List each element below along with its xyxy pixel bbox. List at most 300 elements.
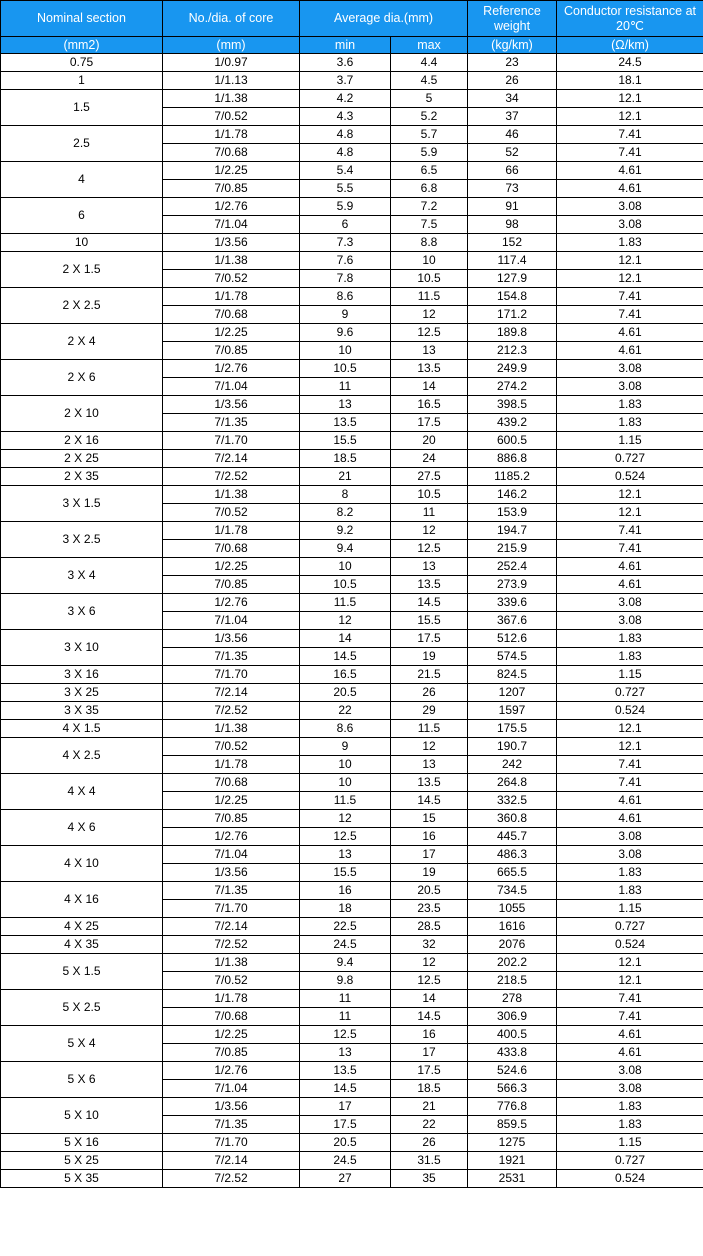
core-cell: 7/0.68: [163, 144, 300, 162]
nominal-section-cell: 6: [1, 198, 163, 234]
resistance-cell: 12.1: [557, 252, 703, 270]
table-header: [1, 1, 703, 54]
min-dia-cell: 7.3: [300, 234, 391, 252]
max-dia-cell: 5.7: [391, 126, 468, 144]
reference-weight-cell: 249.9: [468, 360, 557, 378]
table-row: [1, 954, 703, 972]
core-cell: 7/0.52: [163, 504, 300, 522]
nominal-section-cell: 3 X 4: [1, 558, 163, 594]
resistance-cell: 3.08: [557, 216, 703, 234]
resistance-cell: 12.1: [557, 504, 703, 522]
min-dia-cell: 17.5: [300, 1116, 391, 1134]
max-dia-cell: 28.5: [391, 918, 468, 936]
reference-weight-cell: 776.8: [468, 1098, 557, 1116]
core-cell: 7/1.04: [163, 846, 300, 864]
reference-weight-cell: 278: [468, 990, 557, 1008]
table-row: [1, 198, 703, 216]
min-dia-cell: 11: [300, 1008, 391, 1026]
max-dia-cell: 12: [391, 738, 468, 756]
resistance-cell: 4.61: [557, 180, 703, 198]
resistance-cell: 1.83: [557, 648, 703, 666]
reference-weight-cell: 859.5: [468, 1116, 557, 1134]
max-dia-cell: 12: [391, 306, 468, 324]
core-cell: 1/1.38: [163, 720, 300, 738]
core-cell: 7/2.52: [163, 468, 300, 486]
max-dia-cell: 8.8: [391, 234, 468, 252]
resistance-cell: 0.524: [557, 702, 703, 720]
resistance-cell: 0.524: [557, 1170, 703, 1188]
reference-weight-cell: 242: [468, 756, 557, 774]
resistance-cell: 3.08: [557, 1080, 703, 1098]
resistance-cell: 7.41: [557, 990, 703, 1008]
nominal-section-cell: 3 X 1.5: [1, 486, 163, 522]
min-dia-cell: 5.9: [300, 198, 391, 216]
min-dia-cell: 12: [300, 810, 391, 828]
max-dia-cell: 26: [391, 1134, 468, 1152]
core-cell: 7/2.14: [163, 918, 300, 936]
max-dia-cell: 14.5: [391, 594, 468, 612]
max-dia-cell: 13: [391, 756, 468, 774]
min-dia-cell: 20.5: [300, 684, 391, 702]
min-dia-cell: 9: [300, 738, 391, 756]
min-dia-cell: 16.5: [300, 666, 391, 684]
min-dia-cell: 12.5: [300, 1026, 391, 1044]
unit-max: max: [391, 37, 468, 54]
core-cell: 1/3.56: [163, 864, 300, 882]
nominal-section-cell: 4 X 25: [1, 918, 163, 936]
min-dia-cell: 14.5: [300, 1080, 391, 1098]
resistance-cell: 12.1: [557, 738, 703, 756]
reference-weight-cell: 566.3: [468, 1080, 557, 1098]
resistance-cell: 1.83: [557, 396, 703, 414]
nominal-section-cell: 4 X 6: [1, 810, 163, 846]
core-cell: 7/1.04: [163, 1080, 300, 1098]
nominal-section-cell: 10: [1, 234, 163, 252]
resistance-cell: 4.61: [557, 1044, 703, 1062]
core-cell: 1/1.38: [163, 954, 300, 972]
resistance-cell: 4.61: [557, 558, 703, 576]
resistance-cell: 0.727: [557, 450, 703, 468]
max-dia-cell: 6.5: [391, 162, 468, 180]
reference-weight-cell: 175.5: [468, 720, 557, 738]
table-row: [1, 720, 703, 738]
header-nominal-section: Nominal section: [1, 1, 163, 37]
max-dia-cell: 7.5: [391, 216, 468, 234]
table-row: [1, 234, 703, 252]
resistance-cell: 3.08: [557, 828, 703, 846]
table-row: [1, 396, 703, 414]
max-dia-cell: 5.9: [391, 144, 468, 162]
reference-weight-cell: 2531: [468, 1170, 557, 1188]
core-cell: 7/2.14: [163, 684, 300, 702]
core-cell: 7/2.52: [163, 936, 300, 954]
core-cell: 7/1.04: [163, 216, 300, 234]
core-cell: 7/2.52: [163, 702, 300, 720]
nominal-section-cell: 2.5: [1, 126, 163, 162]
reference-weight-cell: 73: [468, 180, 557, 198]
resistance-cell: 1.15: [557, 1134, 703, 1152]
resistance-cell: 1.83: [557, 864, 703, 882]
min-dia-cell: 3.6: [300, 54, 391, 72]
reference-weight-cell: 524.6: [468, 1062, 557, 1080]
reference-weight-cell: 190.7: [468, 738, 557, 756]
core-cell: 7/0.85: [163, 576, 300, 594]
core-cell: 1/1.78: [163, 522, 300, 540]
resistance-cell: 3.08: [557, 594, 703, 612]
min-dia-cell: 11.5: [300, 594, 391, 612]
reference-weight-cell: 274.2: [468, 378, 557, 396]
nominal-section-cell: 5 X 6: [1, 1062, 163, 1098]
resistance-cell: 1.83: [557, 882, 703, 900]
reference-weight-cell: 486.3: [468, 846, 557, 864]
max-dia-cell: 20: [391, 432, 468, 450]
table-row: [1, 1152, 703, 1170]
resistance-cell: 4.61: [557, 810, 703, 828]
nominal-section-cell: 4 X 35: [1, 936, 163, 954]
resistance-cell: 1.83: [557, 630, 703, 648]
core-cell: 7/1.04: [163, 378, 300, 396]
reference-weight-cell: 1275: [468, 1134, 557, 1152]
core-cell: 1/1.78: [163, 990, 300, 1008]
core-cell: 7/0.52: [163, 108, 300, 126]
table-row: [1, 684, 703, 702]
resistance-cell: 1.83: [557, 414, 703, 432]
min-dia-cell: 9.4: [300, 954, 391, 972]
core-cell: 1/2.76: [163, 828, 300, 846]
reference-weight-cell: 52: [468, 144, 557, 162]
table-row: [1, 702, 703, 720]
table-row: [1, 252, 703, 270]
reference-weight-cell: 306.9: [468, 1008, 557, 1026]
min-dia-cell: 3.7: [300, 72, 391, 90]
nominal-section-cell: 4 X 1.5: [1, 720, 163, 738]
min-dia-cell: 10.5: [300, 360, 391, 378]
resistance-cell: 3.08: [557, 846, 703, 864]
min-dia-cell: 13: [300, 1044, 391, 1062]
core-cell: 7/1.70: [163, 432, 300, 450]
table-row: [1, 1134, 703, 1152]
core-cell: 1/2.25: [163, 162, 300, 180]
reference-weight-cell: 734.5: [468, 882, 557, 900]
core-cell: 1/1.78: [163, 288, 300, 306]
units-row: [1, 37, 703, 54]
max-dia-cell: 16.5: [391, 396, 468, 414]
table-row: [1, 126, 703, 144]
min-dia-cell: 4.8: [300, 126, 391, 144]
table-row: [1, 486, 703, 504]
header-row: [1, 1, 703, 37]
min-dia-cell: 14.5: [300, 648, 391, 666]
reference-weight-cell: 264.8: [468, 774, 557, 792]
reference-weight-cell: 146.2: [468, 486, 557, 504]
core-cell: 1/3.56: [163, 234, 300, 252]
reference-weight-cell: 26: [468, 72, 557, 90]
max-dia-cell: 12.5: [391, 972, 468, 990]
header-average-dia: Average dia.(mm): [300, 1, 468, 37]
core-cell: 7/0.85: [163, 342, 300, 360]
table-row: [1, 936, 703, 954]
resistance-cell: 12.1: [557, 954, 703, 972]
max-dia-cell: 14: [391, 378, 468, 396]
nominal-section-cell: 2 X 10: [1, 396, 163, 432]
min-dia-cell: 4.2: [300, 90, 391, 108]
reference-weight-cell: 1921: [468, 1152, 557, 1170]
reference-weight-cell: 117.4: [468, 252, 557, 270]
max-dia-cell: 26: [391, 684, 468, 702]
max-dia-cell: 13.5: [391, 774, 468, 792]
max-dia-cell: 14.5: [391, 792, 468, 810]
nominal-section-cell: 4 X 10: [1, 846, 163, 882]
resistance-cell: 1.83: [557, 1098, 703, 1116]
max-dia-cell: 12.5: [391, 324, 468, 342]
table-row: [1, 882, 703, 900]
resistance-cell: 7.41: [557, 1008, 703, 1026]
reference-weight-cell: 574.5: [468, 648, 557, 666]
resistance-cell: 7.41: [557, 774, 703, 792]
resistance-cell: 1.15: [557, 900, 703, 918]
max-dia-cell: 4.4: [391, 54, 468, 72]
min-dia-cell: 10: [300, 342, 391, 360]
min-dia-cell: 9.2: [300, 522, 391, 540]
min-dia-cell: 6: [300, 216, 391, 234]
core-cell: 7/0.52: [163, 270, 300, 288]
core-cell: 7/0.52: [163, 972, 300, 990]
resistance-cell: 3.08: [557, 1062, 703, 1080]
max-dia-cell: 10: [391, 252, 468, 270]
min-dia-cell: 24.5: [300, 936, 391, 954]
resistance-cell: 3.08: [557, 198, 703, 216]
table-row: [1, 288, 703, 306]
reference-weight-cell: 400.5: [468, 1026, 557, 1044]
nominal-section-cell: 2 X 2.5: [1, 288, 163, 324]
resistance-cell: 12.1: [557, 270, 703, 288]
max-dia-cell: 23.5: [391, 900, 468, 918]
reference-weight-cell: 367.6: [468, 612, 557, 630]
table-row: [1, 522, 703, 540]
core-cell: 7/1.35: [163, 1116, 300, 1134]
resistance-cell: 0.727: [557, 684, 703, 702]
reference-weight-cell: 252.4: [468, 558, 557, 576]
table-row: [1, 54, 703, 72]
table-row: [1, 558, 703, 576]
min-dia-cell: 11: [300, 990, 391, 1008]
core-cell: 7/1.35: [163, 414, 300, 432]
resistance-cell: 1.83: [557, 1116, 703, 1134]
nominal-section-cell: 5 X 4: [1, 1026, 163, 1062]
max-dia-cell: 11.5: [391, 288, 468, 306]
min-dia-cell: 11: [300, 378, 391, 396]
table-row: [1, 666, 703, 684]
reference-weight-cell: 171.2: [468, 306, 557, 324]
min-dia-cell: 27: [300, 1170, 391, 1188]
header-core: No./dia. of core: [163, 1, 300, 37]
min-dia-cell: 21: [300, 468, 391, 486]
min-dia-cell: 13: [300, 846, 391, 864]
resistance-cell: 7.41: [557, 756, 703, 774]
resistance-cell: 4.61: [557, 324, 703, 342]
table-row: [1, 810, 703, 828]
reference-weight-cell: 98: [468, 216, 557, 234]
resistance-cell: 3.08: [557, 612, 703, 630]
core-cell: 1/2.25: [163, 558, 300, 576]
max-dia-cell: 13.5: [391, 360, 468, 378]
resistance-cell: 4.61: [557, 576, 703, 594]
min-dia-cell: 10: [300, 558, 391, 576]
min-dia-cell: 9: [300, 306, 391, 324]
min-dia-cell: 22.5: [300, 918, 391, 936]
table-row: [1, 468, 703, 486]
resistance-cell: 12.1: [557, 90, 703, 108]
core-cell: 1/1.78: [163, 126, 300, 144]
max-dia-cell: 6.8: [391, 180, 468, 198]
resistance-cell: 4.61: [557, 342, 703, 360]
max-dia-cell: 21: [391, 1098, 468, 1116]
resistance-cell: 0.524: [557, 468, 703, 486]
nominal-section-cell: 2 X 4: [1, 324, 163, 360]
min-dia-cell: 22: [300, 702, 391, 720]
max-dia-cell: 21.5: [391, 666, 468, 684]
nominal-section-cell: 2 X 16: [1, 432, 163, 450]
max-dia-cell: 7.2: [391, 198, 468, 216]
core-cell: 1/2.76: [163, 198, 300, 216]
min-dia-cell: 10.5: [300, 576, 391, 594]
table-row: [1, 630, 703, 648]
reference-weight-cell: 600.5: [468, 432, 557, 450]
max-dia-cell: 31.5: [391, 1152, 468, 1170]
unit-min: min: [300, 37, 391, 54]
nominal-section-cell: 3 X 6: [1, 594, 163, 630]
max-dia-cell: 17: [391, 1044, 468, 1062]
table-row: [1, 774, 703, 792]
max-dia-cell: 29: [391, 702, 468, 720]
min-dia-cell: 13.5: [300, 1062, 391, 1080]
table-row: [1, 1170, 703, 1188]
max-dia-cell: 10.5: [391, 486, 468, 504]
min-dia-cell: 8.6: [300, 720, 391, 738]
resistance-cell: 1.15: [557, 432, 703, 450]
reference-weight-cell: 1597: [468, 702, 557, 720]
table-row: [1, 1026, 703, 1044]
min-dia-cell: 18: [300, 900, 391, 918]
min-dia-cell: 7.6: [300, 252, 391, 270]
resistance-cell: 24.5: [557, 54, 703, 72]
reference-weight-cell: 194.7: [468, 522, 557, 540]
core-cell: 1/0.97: [163, 54, 300, 72]
resistance-cell: 7.41: [557, 540, 703, 558]
resistance-cell: 3.08: [557, 360, 703, 378]
resistance-cell: 7.41: [557, 306, 703, 324]
min-dia-cell: 9.8: [300, 972, 391, 990]
table-row: [1, 594, 703, 612]
nominal-section-cell: 2 X 35: [1, 468, 163, 486]
resistance-cell: 18.1: [557, 72, 703, 90]
nominal-section-cell: 1: [1, 72, 163, 90]
resistance-cell: 12.1: [557, 108, 703, 126]
reference-weight-cell: 2076: [468, 936, 557, 954]
min-dia-cell: 9.4: [300, 540, 391, 558]
reference-weight-cell: 886.8: [468, 450, 557, 468]
reference-weight-cell: 202.2: [468, 954, 557, 972]
reference-weight-cell: 154.8: [468, 288, 557, 306]
core-cell: 1/1.38: [163, 252, 300, 270]
table-row: [1, 918, 703, 936]
table-row: [1, 990, 703, 1008]
nominal-section-cell: 3 X 25: [1, 684, 163, 702]
core-cell: 7/1.35: [163, 648, 300, 666]
header-conductor-resistance: Conductor resistance at 20℃: [557, 1, 703, 37]
nominal-section-cell: 3 X 2.5: [1, 522, 163, 558]
resistance-cell: 12.1: [557, 720, 703, 738]
resistance-cell: 12.1: [557, 972, 703, 990]
header-reference-weight: Reference weight: [468, 1, 557, 37]
max-dia-cell: 24: [391, 450, 468, 468]
resistance-cell: 3.08: [557, 378, 703, 396]
resistance-cell: 0.524: [557, 936, 703, 954]
resistance-cell: 4.61: [557, 792, 703, 810]
reference-weight-cell: 46: [468, 126, 557, 144]
table-row: [1, 432, 703, 450]
min-dia-cell: 7.8: [300, 270, 391, 288]
nominal-section-cell: 5 X 10: [1, 1098, 163, 1134]
nominal-section-cell: 4 X 16: [1, 882, 163, 918]
nominal-section-cell: 3 X 16: [1, 666, 163, 684]
nominal-section-cell: 3 X 10: [1, 630, 163, 666]
resistance-cell: 12.1: [557, 486, 703, 504]
max-dia-cell: 15: [391, 810, 468, 828]
max-dia-cell: 5.2: [391, 108, 468, 126]
core-cell: 1/2.25: [163, 324, 300, 342]
min-dia-cell: 18.5: [300, 450, 391, 468]
core-cell: 1/2.76: [163, 360, 300, 378]
resistance-cell: 7.41: [557, 522, 703, 540]
unit-resistance: (Ω/km): [557, 37, 703, 54]
table-row: [1, 90, 703, 108]
max-dia-cell: 19: [391, 648, 468, 666]
max-dia-cell: 13: [391, 342, 468, 360]
min-dia-cell: 20.5: [300, 1134, 391, 1152]
nominal-section-cell: 2 X 25: [1, 450, 163, 468]
max-dia-cell: 17: [391, 846, 468, 864]
max-dia-cell: 11.5: [391, 720, 468, 738]
resistance-cell: 1.15: [557, 666, 703, 684]
max-dia-cell: 20.5: [391, 882, 468, 900]
unit-reference-weight: (kg/km): [468, 37, 557, 54]
core-cell: 7/0.68: [163, 1008, 300, 1026]
nominal-section-cell: 3 X 35: [1, 702, 163, 720]
core-cell: 7/2.14: [163, 1152, 300, 1170]
core-cell: 7/1.35: [163, 882, 300, 900]
min-dia-cell: 15.5: [300, 864, 391, 882]
core-cell: 7/1.70: [163, 1134, 300, 1152]
reference-weight-cell: 1616: [468, 918, 557, 936]
max-dia-cell: 22: [391, 1116, 468, 1134]
core-cell: 1/2.76: [163, 1062, 300, 1080]
resistance-cell: 1.83: [557, 234, 703, 252]
max-dia-cell: 17.5: [391, 1062, 468, 1080]
reference-weight-cell: 445.7: [468, 828, 557, 846]
table-row: [1, 162, 703, 180]
min-dia-cell: 10: [300, 756, 391, 774]
reference-weight-cell: 339.6: [468, 594, 557, 612]
reference-weight-cell: 433.8: [468, 1044, 557, 1062]
unit-core: (mm): [163, 37, 300, 54]
nominal-section-cell: 5 X 2.5: [1, 990, 163, 1026]
resistance-cell: 7.41: [557, 144, 703, 162]
core-cell: 7/0.85: [163, 180, 300, 198]
core-cell: 7/0.85: [163, 1044, 300, 1062]
max-dia-cell: 14.5: [391, 1008, 468, 1026]
table-row: [1, 738, 703, 756]
